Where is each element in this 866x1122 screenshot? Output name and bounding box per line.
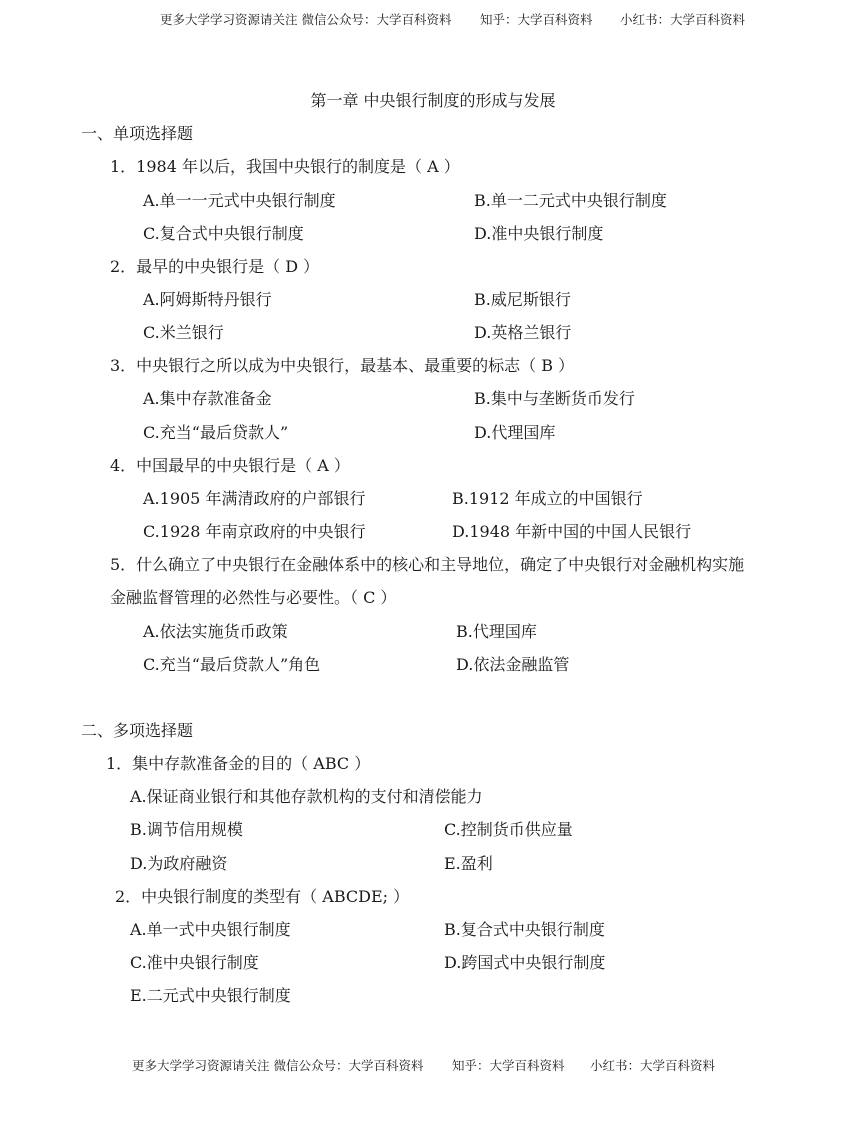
s2-q2-option-c: C.准中央银行制度 [130, 953, 259, 972]
s1-q2-stem: 2．最早的中央银行是（ D ） [110, 257, 320, 276]
s2-q2-option-b: B.复合式中央银行制度 [444, 920, 605, 939]
s1-q5-option-b: B.代理国库 [456, 622, 537, 641]
s2-q2-stem: 2．中央银行制度的类型有（ ABCDE; ） [115, 887, 410, 906]
footer-follow-text: 更多大学学习资源请关注 微信公众号：大学百科资料 [132, 1058, 424, 1073]
s1-q3-option-a: A.集中存款准备金 [143, 389, 272, 408]
chapter-title: 第一章 中央银行制度的形成与发展 [310, 91, 556, 110]
s1-q3-option-c: C.充当“最后贷款人” [143, 423, 289, 442]
section2-heading: 二、多项选择题 [81, 721, 194, 740]
header-zhihu-text: 知乎：大学百科资料 [480, 12, 593, 27]
s1-q5-stem-line1: 5．什么确立了中央银行在金融体系中的核心和主导地位，确定了中央银行对金融机构实施 [110, 555, 745, 574]
s1-q4-option-b: B.1912 年成立的中国银行 [452, 489, 643, 508]
page-header [160, 10, 746, 70]
s2-q1-option-d: D.为政府融资 [130, 854, 228, 873]
s1-q5-option-c: C.充当“最后贷款人”角色 [143, 655, 321, 674]
s2-q1-option-e: E.盈利 [444, 854, 493, 873]
header-follow-text: 更多大学学习资源请关注 微信公众号：大学百科资料 [160, 12, 452, 27]
s2-q2-option-a: A.单一式中央银行制度 [130, 920, 291, 939]
footer-xhs-text: 小红书：大学百科资料 [590, 1058, 716, 1073]
s1-q1-option-b: B.单一二元式中央银行制度 [474, 191, 667, 210]
s1-q4-option-d: D.1948 年新中国的中国人民银行 [452, 522, 692, 541]
s1-q1-option-a: A.单一一元式中央银行制度 [143, 191, 336, 210]
s1-q1-option-d: D.准中央银行制度 [474, 224, 604, 243]
s2-q1-option-b: B.调节信用规模 [130, 820, 243, 839]
s1-q3-option-d: D.代理国库 [474, 423, 556, 442]
header-xhs-text: 小红书：大学百科资料 [620, 12, 746, 27]
s2-q1-option-c: C.控制货币供应量 [444, 820, 573, 839]
s1-q4-option-a: A.1905 年满清政府的户部银行 [143, 489, 366, 508]
s1-q2-option-b: B.威尼斯银行 [474, 290, 571, 309]
s1-q2-option-c: C.米兰银行 [143, 323, 224, 342]
s1-q1-option-c: C.复合式中央银行制度 [143, 224, 304, 243]
s1-q4-option-c: C.1928 年南京政府的中央银行 [143, 522, 366, 541]
s2-q1-stem: 1．集中存款准备金的目的（ ABC ） [106, 754, 371, 773]
s1-q3-stem: 3．中央银行之所以成为中央银行，最基本、最重要的标志（ B ） [110, 356, 575, 375]
s1-q2-option-d: D.英格兰银行 [474, 323, 572, 342]
s1-q3-option-b: B.集中与垄断货币发行 [474, 389, 635, 408]
s1-q2-option-a: A.阿姆斯特丹银行 [143, 290, 272, 309]
page-footer [132, 1056, 716, 1116]
section1-heading: 一、单项选择题 [81, 124, 194, 143]
s2-q2-option-d: D.跨国式中央银行制度 [444, 953, 606, 972]
s1-q5-option-d: D.依法金融监管 [456, 655, 570, 674]
s2-q2-option-e: E.二元式中央银行制度 [130, 986, 291, 1005]
footer-zhihu-text: 知乎：大学百科资料 [452, 1058, 565, 1073]
s1-q1-stem: 1．1984 年以后，我国中央银行的制度是（ A ） [110, 157, 460, 176]
s1-q4-stem: 4．中国最早的中央银行是（ A ） [110, 456, 350, 475]
s1-q5-option-a: A.依法实施货币政策 [143, 622, 288, 641]
s1-q5-stem-line2: 金融监督管理的必然性与必要性。（ C ） [110, 588, 397, 607]
s2-q1-option-a: A.保证商业银行和其他存款机构的支付和清偿能力 [130, 787, 483, 806]
